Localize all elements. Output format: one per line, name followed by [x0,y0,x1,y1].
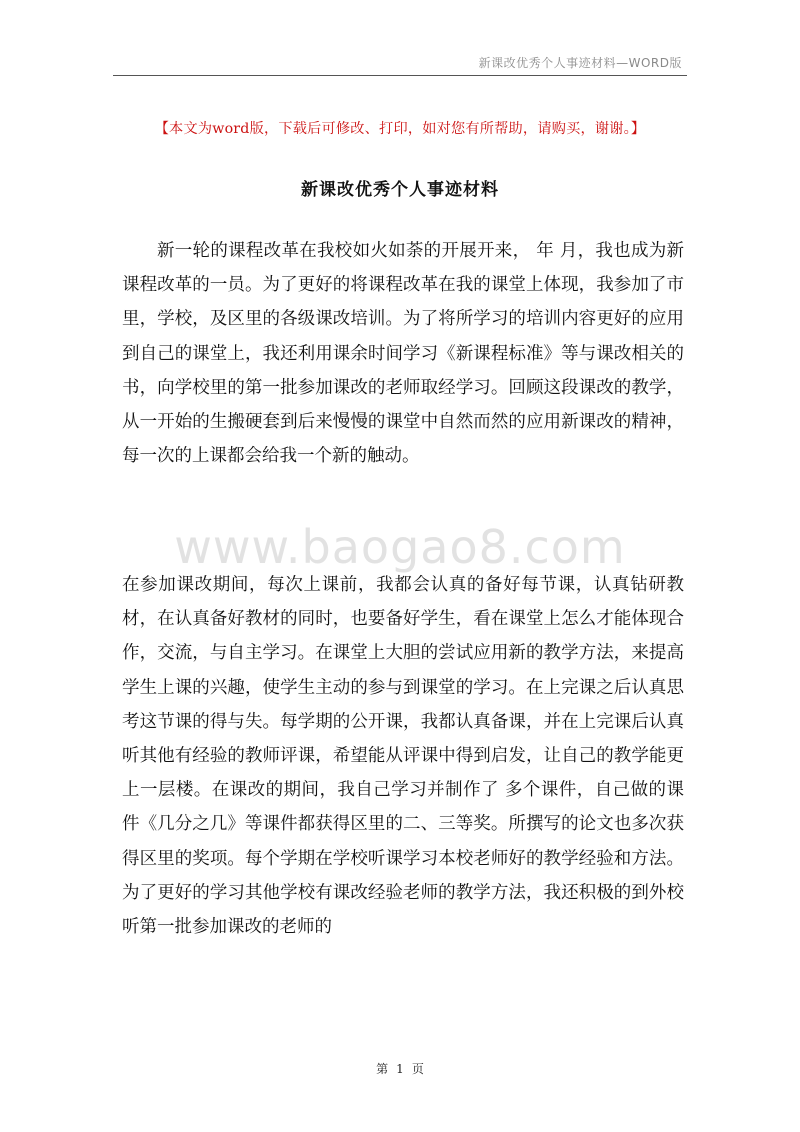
download-notice: 【本文为word版，下载后可修改、打印，如对您有所帮助，请购买，谢谢。】 [154,121,646,137]
header-divider [113,75,687,76]
page-number: 1 [396,1062,404,1076]
page-header: 新课改优秀个人事迹材料—WORD版 [478,56,682,70]
footer-prefix: 第 [376,1062,389,1076]
watermark: www.baogao8.com [174,520,626,574]
paragraph-1: 新一轮的课程改革在我校如火如荼的开展开来， 年 月，我也成为新课程改革的一员。为了更好的将课程改革在我的课堂上体现，我参加了市里，学校，及区里的各级课改培训。为了将所学习的培训内容更好的应用到自己的课堂上，我还利用课余时间学习《新课程标准》等与课改相关的书，向学校里的第一批参加课改的老师取经学习。回顾这段课改的教学，从一开始的生搬硬套到后来慢慢的课堂中自然而然的应用新课改的精神，每一次的上课都会给我一个新的触动。 [122,241,684,467]
page-footer [300,1060,500,1077]
paragraph-2: 在参加课改期间，每次上课前，我都会认真的备好每节课，认真钻研教材，在认真备好教材的同时，也要备好学生，看在课堂上怎么才能体现合作，交流，与自主学习。在课堂上大胆的尝试应用新的教学方法，来提高学生上课的兴趣，使学生主动的参与到课堂的学习。在上完课之后认真思考这节课的得与失。每学期的公开课，我都认真备课，并在上完课后认真听其他有经验的教师评课，希望能从评课中得到启发，让自己的教学能更上一层楼。在课改的期间，我自己学习并制作了 多个课件，自己做的课件《几分之几》等课件都获得区里的二、三等奖。所撰写的论文也多次获得区里的奖项。每个学期在学校听课学习本校老师好的教学经验和方法。为了更好的学习其他学校有课改经验老师的教学方法，我还积极的到外校听第一批参加课改的老师的 [122,575,684,938]
footer-suffix: 页 [411,1062,424,1076]
document-title: 新课改优秀个人事迹材料 [301,180,499,200]
